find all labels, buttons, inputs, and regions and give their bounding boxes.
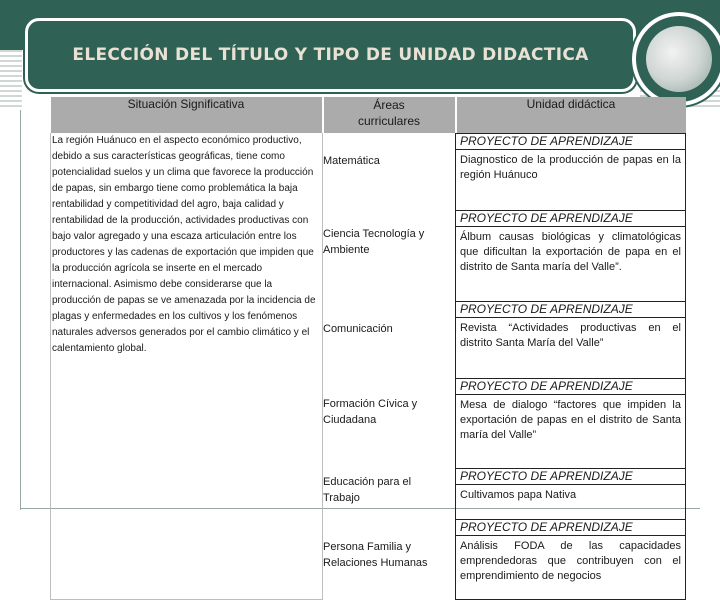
area-label: Formación Cívica y Ciudadana <box>323 398 418 426</box>
unit-text: Cultivamos papa Nativa <box>460 489 577 501</box>
unit-text: Revista “Actividades productivas en el distrito Santa María del Valle” <box>460 322 681 349</box>
unit-text: Álbum causas biológicas y climatológicas que dificultan la exportación de papa en el distrito de Santa maría del Valle”. <box>460 231 681 273</box>
situacion-cell <box>51 133 323 599</box>
area-cell <box>323 468 456 519</box>
area-label: Ciencia Tecnología y Ambiente <box>323 228 425 256</box>
project-type-label: PROYECTO DE APRENDIZAJE <box>456 301 685 318</box>
photo-icon <box>646 26 712 92</box>
header-areas: Áreas curriculares <box>323 97 456 133</box>
header-situacion: Situación Significativa <box>51 97 323 133</box>
unit-cell <box>456 468 686 519</box>
area-cell <box>323 301 456 378</box>
unit-cell <box>456 210 686 301</box>
project-type-label: PROYECTO DE APRENDIZAJE <box>456 468 685 485</box>
area-cell <box>323 378 456 468</box>
project-type-label: PROYECTO DE APRENDIZAJE <box>456 519 685 536</box>
area-cell <box>323 210 456 301</box>
area-label: Persona Familia y Relaciones Humanas <box>323 541 428 569</box>
area-label: Matemática <box>323 155 380 167</box>
project-type-label: PROYECTO DE APRENDIZAJE <box>456 133 685 150</box>
title-banner <box>25 18 636 92</box>
page-title: ELECCIÓN DEL TÍTULO Y TIPO DE UNIDAD DIDACTICA <box>72 45 589 65</box>
table-header-row <box>51 97 686 133</box>
unit-text: Diagnostico de la producción de papas en la región Huánuco <box>460 154 681 181</box>
area-label: Educación para el Trabajo <box>323 476 412 504</box>
area-label: Comunicación <box>323 323 393 335</box>
area-cell <box>323 133 456 210</box>
didactic-unit-table <box>50 97 686 600</box>
situacion-text: La región Huánuco en el aspecto económico productivo, debido a sus características geográficas, tiene como potencialidad suelos y un clima que favorece la producción de papas, sin embargo tiene como problemática la baja rentabilidad y competitividad del agro, baja calidad y rentabilidad de la producción, actividades productivas con bajo valor agregado y una escaza articulación entre los productores y las cadenas de exportación que impiden que la producción agrícola se inserte en el mercado internacional. Asimismo debe considerarse que la producción de papas se ve amenazada por la incidencia de plagas y enfermedades en los cultivos y los fenómenos naturales adversos generados por el cambio climático y el calentamiento global. <box>52 135 316 354</box>
decorative-stripes-left <box>0 50 22 110</box>
project-type-label: PROYECTO DE APRENDIZAJE <box>456 378 685 395</box>
table-row <box>51 133 686 210</box>
unit-text: Análisis FODA de las capacidades emprendedoras que contribuyen con el emprendimiento de negocios <box>460 540 681 582</box>
unit-cell <box>456 519 686 599</box>
area-cell <box>323 519 456 599</box>
unit-cell <box>456 378 686 468</box>
left-rule <box>20 110 21 510</box>
decorative-photo-circle <box>632 12 720 106</box>
header-unidad: Unidad didáctica <box>456 97 686 133</box>
unit-cell <box>456 133 686 210</box>
unit-text: Mesa de dialogo “factores que impiden la exportación de papas en el distrito de Santa maría del Valle” <box>460 399 681 441</box>
unit-cell <box>456 301 686 378</box>
project-type-label: PROYECTO DE APRENDIZAJE <box>456 210 685 227</box>
